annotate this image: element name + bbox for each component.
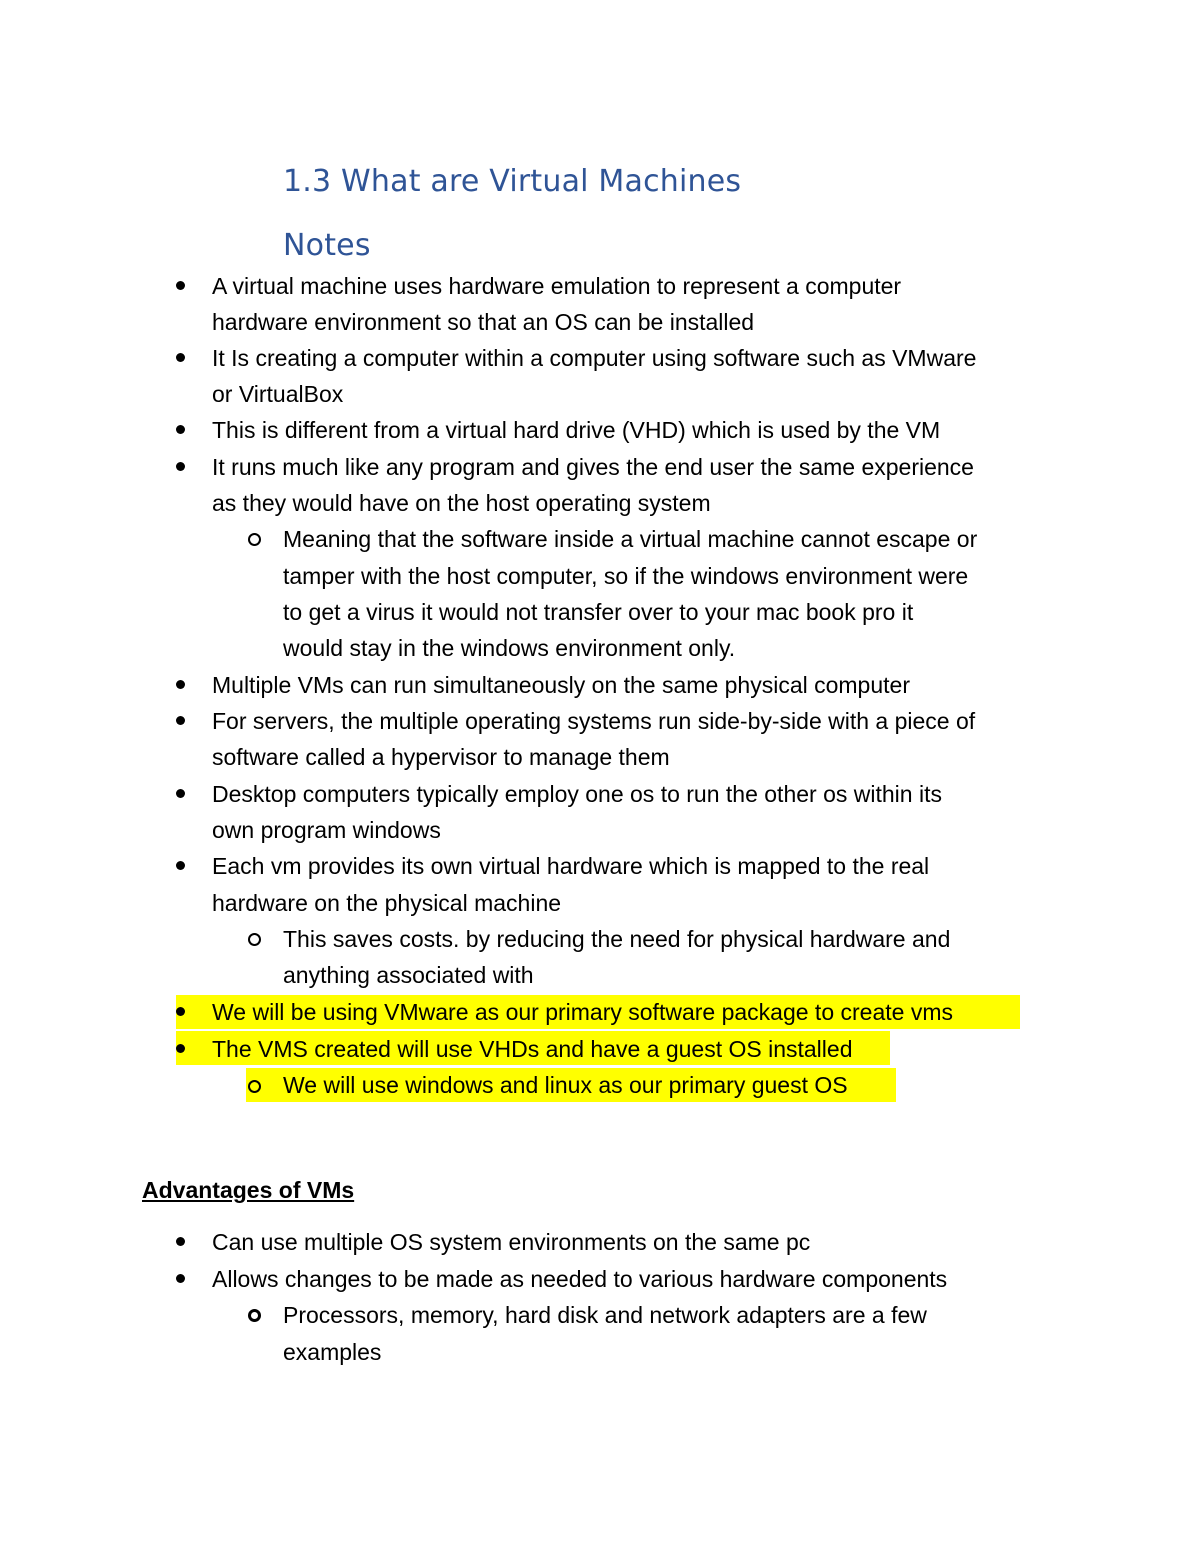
bullet-icon [176,1007,185,1016]
list-item-text: Processors, memory, hard disk and network adapters are a few [283,1302,927,1328]
list-item-text: We will be using VMware as our primary software package to create vms [212,999,953,1025]
list-item-text: Desktop computers typically employ one os to run the other os within its [212,781,942,807]
sub-bullet-icon [248,933,261,946]
bullet-icon [176,353,185,362]
list-item-text: to get a virus it would not transfer over to your mac book pro it [283,599,914,625]
list-item-text: would stay in the windows environment only. [283,635,736,661]
bullet-icon [176,789,185,798]
sub-bullet-icon [248,1080,261,1093]
notes-heading: Notes [283,228,371,263]
bullet-icon [176,425,185,434]
list-item-text: anything associated with [283,962,534,988]
list-item-text: tamper with the host computer, so if the windows environment were [283,563,969,589]
list-item-text: or VirtualBox [212,381,344,407]
list-item-text: as they would have on the host operating system [212,490,711,516]
page-title: 1.3 What are Virtual Machines [283,164,742,199]
list-item-text: The VMS created will use VHDs and have a guest OS installed [212,1036,853,1062]
list-item-text: Allows changes to be made as needed to various hardware components [212,1266,948,1292]
bullet-icon [176,861,185,870]
list-item-text: Each vm provides its own virtual hardware which is mapped to the real [212,853,930,879]
list-item-text: This saves costs. by reducing the need for physical hardware and [283,926,951,952]
list-item-text: software called a hypervisor to manage them [212,744,670,770]
list-item-text: It Is creating a computer within a computer using software such as VMware [212,345,977,371]
sub-bullet-icon [248,1309,261,1322]
list-item-text: Multiple VMs can run simultaneously on the same physical computer [212,672,910,698]
list-item-text: hardware environment so that an OS can be installed [212,309,755,335]
sub-bullet-icon [248,533,261,546]
bullet-icon [176,1044,185,1053]
list-item-text: Meaning that the software inside a virtual machine cannot escape or [283,526,978,552]
list-item-text: This is different from a virtual hard drive (VHD) which is used by the VM [212,417,941,443]
bullet-icon [176,1274,185,1283]
list-item-text: Can use multiple OS system environments on the same pc [212,1229,811,1255]
list-item-text: It runs much like any program and gives the end user the same experience [212,454,974,480]
list-item-text: We will use windows and linux as our primary guest OS [283,1072,848,1098]
list-item-text: own program windows [212,817,441,843]
bullet-icon [176,1237,185,1246]
bullet-icon [176,716,185,725]
bullet-icon [176,680,185,689]
list-item-text: A virtual machine uses hardware emulation to represent a computer [212,273,902,299]
list-item-text: hardware on the physical machine [212,890,562,916]
advantages-heading: Advantages of VMs [142,1177,355,1203]
list-item-text: examples [283,1339,382,1365]
list-item-text: For servers, the multiple operating systems run side-by-side with a piece of [212,708,976,734]
bullet-icon [176,462,185,471]
bullet-icon [176,281,185,290]
